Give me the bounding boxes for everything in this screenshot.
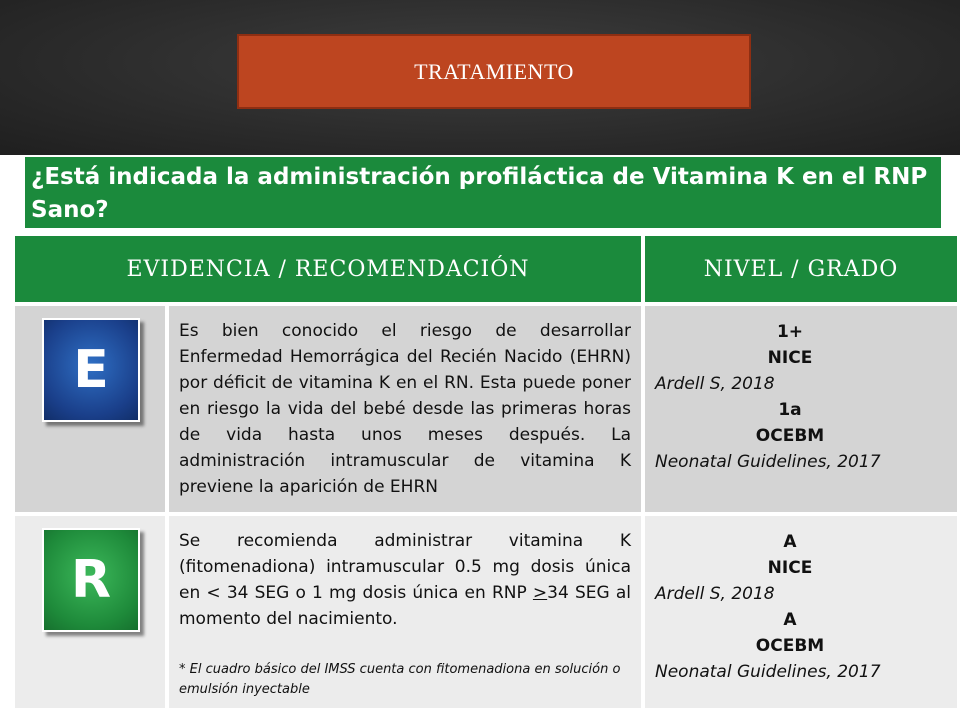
level-reference: Neonatal Guidelines, 2017 [655, 452, 881, 472]
level-scale: NICE [767, 348, 813, 368]
level-scale: NICE [767, 558, 813, 578]
recommendation-paragraph [179, 528, 631, 632]
level-reference: Ardell S, 2018 [655, 584, 775, 604]
row1-badge-cell [15, 306, 165, 512]
level-grade: A [783, 610, 797, 630]
row2-recommendation-text [169, 516, 641, 708]
row2-badge-cell [15, 516, 165, 708]
level-grade: 1a [778, 400, 802, 420]
slide-title: TRATAMIENTO [237, 34, 751, 109]
recommendation-badge: R [42, 528, 140, 632]
recommendation-text-part1: Se recomienda administrar vitamina K (fitomenadiona) intramuscular 0.5 mg dosis única en < 34 SEG o 1 mg dosis única en RNP [179, 531, 631, 603]
header-level: NIVEL / GRADO [645, 236, 957, 302]
header-evidence: EVIDENCIA / RECOMENDACIÓN [15, 236, 641, 302]
level-scale: OCEBM [755, 426, 825, 446]
evidence-paragraph: Es bien conocido el riesgo de desarrollar Enfermedad Hemorrágica del Recién Nacido (EHRN) por déficit de vitamina K en el RN. Esta puede poner en riesgo la vida del bebé desde las primeras horas de vida hasta unos meses después. La administración intramuscular de vitamina K previene la aparición de EHRN [179, 321, 631, 497]
row1-evidence-text [169, 306, 641, 512]
evidence-table [15, 236, 957, 708]
recommendation-text-part2: 34 SEG al momento del nacimiento. [179, 583, 631, 629]
level-reference: Ardell S, 2018 [655, 374, 775, 394]
level-reference: Neonatal Guidelines, 2017 [655, 662, 881, 682]
row2-levels [645, 516, 957, 708]
level-grade: 1+ [776, 322, 804, 342]
level-grade: A [783, 532, 797, 552]
evidence-badge: E [42, 318, 140, 422]
recommendation-note: * El cuadro básico del IMSS cuenta con fitomenadiona en solución o emulsión inyectable [179, 662, 621, 697]
question-banner: ¿Está indicada la administración profiláctica de Vitamina K en el RNP Sano? [25, 157, 941, 228]
greater-equal-symbol: > [532, 583, 548, 603]
level-scale: OCEBM [755, 636, 825, 656]
row1-levels [645, 306, 957, 512]
